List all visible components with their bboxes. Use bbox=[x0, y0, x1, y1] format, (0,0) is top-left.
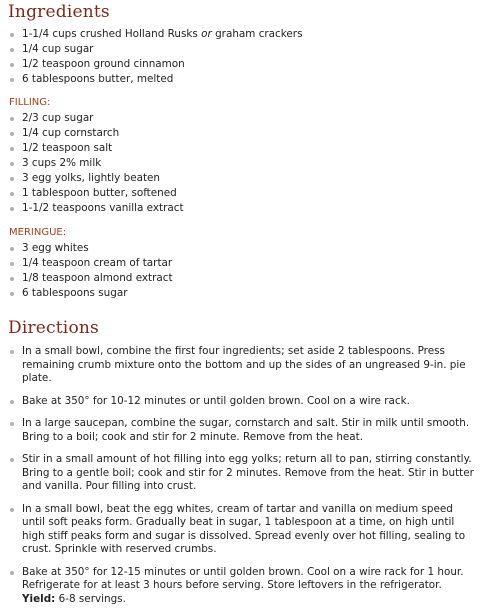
yield-label: Yield: bbox=[22, 592, 56, 605]
step-text: In a large saucepan, combine the sugar, cornstarch and salt. Stir in milk until smooth. Bring to a boil; cook and stir for 2 minute. Remove from the heat. bbox=[22, 417, 470, 443]
direction-step bbox=[0, 503, 484, 557]
ingredient-text: graham crackers bbox=[211, 28, 303, 40]
list-item bbox=[0, 57, 303, 72]
step-text: In a small bowl, beat the egg whites, cream of tartar and vanilla on medium speed until soft peaks form. Gradually beat in sugar, 1 tablespoon at a time, on high until high stiff peaks form and sugar is dissolved. Spread evenly over hot filling, sealing to crust. Sprinkle with reserved crumbs. bbox=[22, 502, 466, 555]
list-item bbox=[0, 171, 184, 186]
ingredient-text: 1-1/4 cups crushed Holland Rusks bbox=[22, 28, 202, 40]
bullet-icon bbox=[10, 508, 14, 512]
bullet-icon bbox=[10, 48, 14, 52]
ingredient-text: 3 egg whites bbox=[22, 242, 89, 254]
yield-value: 6-8 servings. bbox=[58, 592, 126, 605]
ingredient-text: 1/8 teaspoon almond extract bbox=[22, 272, 173, 284]
directions-heading: Directions bbox=[8, 318, 99, 338]
ingredient-text: 1/2 teaspoon ground cinnamon bbox=[22, 58, 185, 70]
meringue-subheading: MERINGUE: bbox=[9, 227, 67, 238]
bullet-icon bbox=[10, 192, 14, 196]
bullet-icon bbox=[10, 117, 14, 121]
ingredient-text: 3 egg yolks, lightly beaten bbox=[22, 172, 161, 184]
list-item bbox=[0, 111, 184, 126]
direction-step bbox=[0, 453, 484, 494]
filling-ingredient-list bbox=[0, 111, 184, 216]
bullet-icon bbox=[10, 292, 14, 296]
ingredient-text: 1/4 cup sugar bbox=[22, 43, 94, 55]
ingredient-text: 1-1/2 teaspoons vanilla extract bbox=[22, 202, 184, 214]
list-item bbox=[0, 186, 184, 201]
list-item bbox=[0, 256, 173, 271]
direction-step bbox=[0, 345, 484, 386]
bullet-icon bbox=[10, 571, 14, 575]
list-item bbox=[0, 126, 184, 141]
bullet-icon bbox=[10, 177, 14, 181]
bullet-icon bbox=[10, 277, 14, 281]
direction-step bbox=[0, 417, 484, 444]
filling-subheading: FILLING: bbox=[9, 97, 51, 108]
ingredient-text: 1 tablespoon butter, softened bbox=[22, 187, 177, 199]
ingredient-text: 6 tablespoons butter, melted bbox=[22, 73, 174, 85]
bullet-icon bbox=[10, 207, 14, 211]
ingredient-text: 6 tablespoons sugar bbox=[22, 287, 128, 299]
ingredient-text: 1/4 cup cornstarch bbox=[22, 127, 120, 139]
bullet-icon bbox=[10, 162, 14, 166]
list-item bbox=[0, 241, 173, 256]
list-item bbox=[0, 286, 173, 301]
directions-list bbox=[0, 345, 484, 615]
bullet-icon bbox=[10, 33, 14, 37]
list-item bbox=[0, 72, 303, 87]
bullet-icon bbox=[10, 147, 14, 151]
step-text: Bake at 350° for 10-12 minutes or until golden brown. Cool on a wire rack. bbox=[22, 394, 410, 407]
bullet-icon bbox=[10, 400, 14, 404]
ingredient-text: 2/3 cup sugar bbox=[22, 112, 94, 124]
bullet-icon bbox=[10, 63, 14, 67]
bullet-icon bbox=[10, 422, 14, 426]
bullet-icon bbox=[10, 132, 14, 136]
bullet-icon bbox=[10, 78, 14, 82]
ingredient-emphasis: or bbox=[201, 28, 212, 40]
list-item bbox=[0, 141, 184, 156]
bullet-icon bbox=[10, 247, 14, 251]
list-item bbox=[0, 201, 184, 216]
bullet-icon bbox=[10, 350, 14, 354]
ingredient-text: 3 cups 2% milk bbox=[22, 157, 102, 169]
bullet-icon bbox=[10, 262, 14, 266]
crust-ingredient-list bbox=[0, 27, 303, 87]
step-text: Stir in a small amount of hot filling into egg yolks; return all to pan, stirring constantly. Bring to a gentle boil; cook and stir for 2 minutes. Remove from the heat. Stir in butter and vanilla. Pour filling into crust. bbox=[22, 453, 474, 492]
list-item bbox=[0, 27, 303, 42]
step-text: Bake at 350° for 12-15 minutes or until golden brown. Cool on a wire rack for 1 hour. Refrigerate for at least 3 hours before serving. Store leftovers in the refrigerator. bbox=[22, 565, 464, 591]
meringue-ingredient-list bbox=[0, 241, 173, 301]
list-item bbox=[0, 42, 303, 57]
list-item bbox=[0, 156, 184, 171]
ingredients-heading: Ingredients bbox=[8, 2, 110, 22]
ingredient-text: 1/2 teaspoon salt bbox=[22, 142, 113, 154]
list-item bbox=[0, 271, 173, 286]
step-text: In a small bowl, combine the first four ingredients; set aside 2 tablespoons. Press remaining crumb mixture onto the bottom and up the sides of an ungreased 9-in. pie plate. bbox=[22, 345, 466, 384]
direction-step bbox=[0, 395, 484, 409]
ingredient-text: 1/4 teaspoon cream of tartar bbox=[22, 257, 173, 269]
bullet-icon bbox=[10, 458, 14, 462]
